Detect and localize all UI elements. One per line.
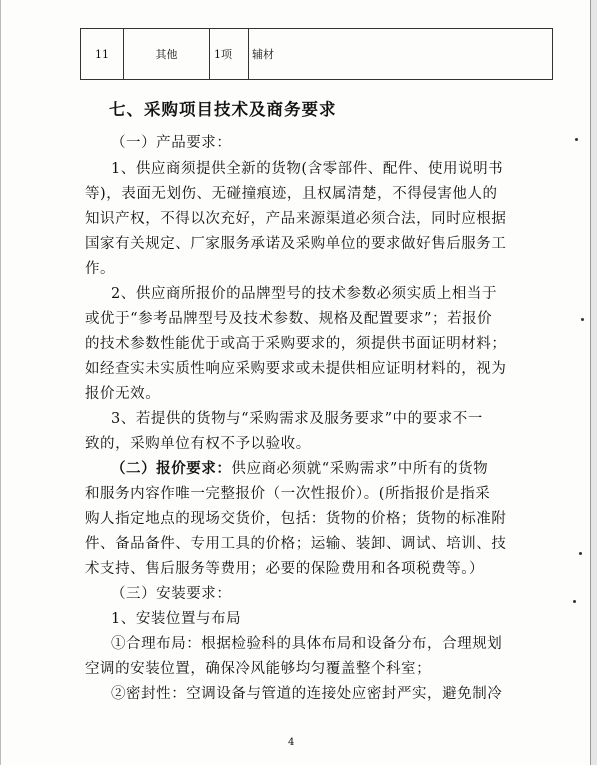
row-number-cell: 11 — [81, 29, 124, 80]
subsection-title-installation: （三）安装要求： — [111, 586, 232, 602]
paragraph-line: 知识产权，不得以次充好，产品来源渠道必须合法，同时应根据 — [85, 211, 507, 227]
paragraph-line: ②密封性：空调设备与管道的连接处应密封严实，避免制冷 — [111, 686, 503, 702]
scan-speck — [579, 552, 582, 555]
paragraph-line: 和服务内容作唯一完整报价（一次性报价）。(所指报价是指采 — [85, 486, 491, 502]
scan-speck — [575, 138, 578, 141]
page-number: 4 — [288, 737, 295, 748]
quantity-cell: 1项 — [210, 29, 249, 80]
paragraph-line: 1、供应商须提供全新的货物(含零部件、配件、使用说明书 — [111, 161, 504, 177]
description-cell: 辅材 — [249, 29, 553, 80]
section-heading: 七、采购项目技术及商务要求 — [109, 100, 337, 119]
scan-speck — [581, 318, 584, 321]
paragraph-line: 作。 — [85, 261, 116, 277]
item-table — [80, 28, 553, 80]
sub-heading-location-layout: 1、安装位置与布局 — [111, 611, 242, 627]
paragraph-line: 3、若提供的货物与“采购需求及服务要求”中的要求不一 — [111, 411, 483, 427]
table-row — [81, 29, 553, 80]
subsection-title-pricing: （二）报价要求： — [111, 460, 232, 477]
paragraph-line: 2、供应商所报价的品牌型号的技术参数必须实质上相当于 — [111, 286, 498, 302]
paragraph-line: 购人指定地点的现场交货价，包括：货物的价格；货物的标准附 — [85, 511, 507, 527]
paragraph-line: ①合理布局：根据检验科的具体布局和设备分布，合理规划 — [111, 636, 503, 652]
paragraph-line: 术支持、售后服务等费用；必要的保险费用和各项税费等。） — [85, 561, 485, 577]
paragraph-line: 如经查实未实质性响应采购要求或未提供相应证明材料的，视为 — [85, 361, 507, 377]
paragraph-line: 等)，表面无划伤、无碰撞痕迹，且权属清楚，不得侵害他人的 — [85, 186, 498, 202]
paragraph-line: 报价无效。 — [85, 386, 161, 402]
page-edge — [590, 0, 597, 765]
paragraph-line: 致的，采购单位有权不予以验收。 — [85, 436, 311, 452]
paragraph-line: 空调的安装位置，确保冷风能够均匀覆盖整个科室； — [85, 661, 432, 677]
paragraph-line: 或优于“参考品牌型号及技术参数、规格及配置要求”；若报价 — [85, 311, 493, 327]
paragraph-line: （二）报价要求：供应商必须就“采购需求”中所有的货物 — [111, 460, 489, 477]
item-name-cell: 其他 — [124, 29, 210, 80]
paragraph-line: 件、备品备件、专用工具的价格；运输、装卸、调试、培训、技 — [85, 536, 507, 552]
paragraph-line: 的技术参数性能优于或高于采购要求的，须提供书面证明材料； — [85, 336, 507, 352]
scan-speck — [573, 600, 576, 603]
paragraph-line: 国家有关规定、厂家服务承诺及采购单位的要求做好售后服务工 — [85, 236, 507, 252]
subsection-title-products: （一）产品要求： — [111, 135, 232, 151]
